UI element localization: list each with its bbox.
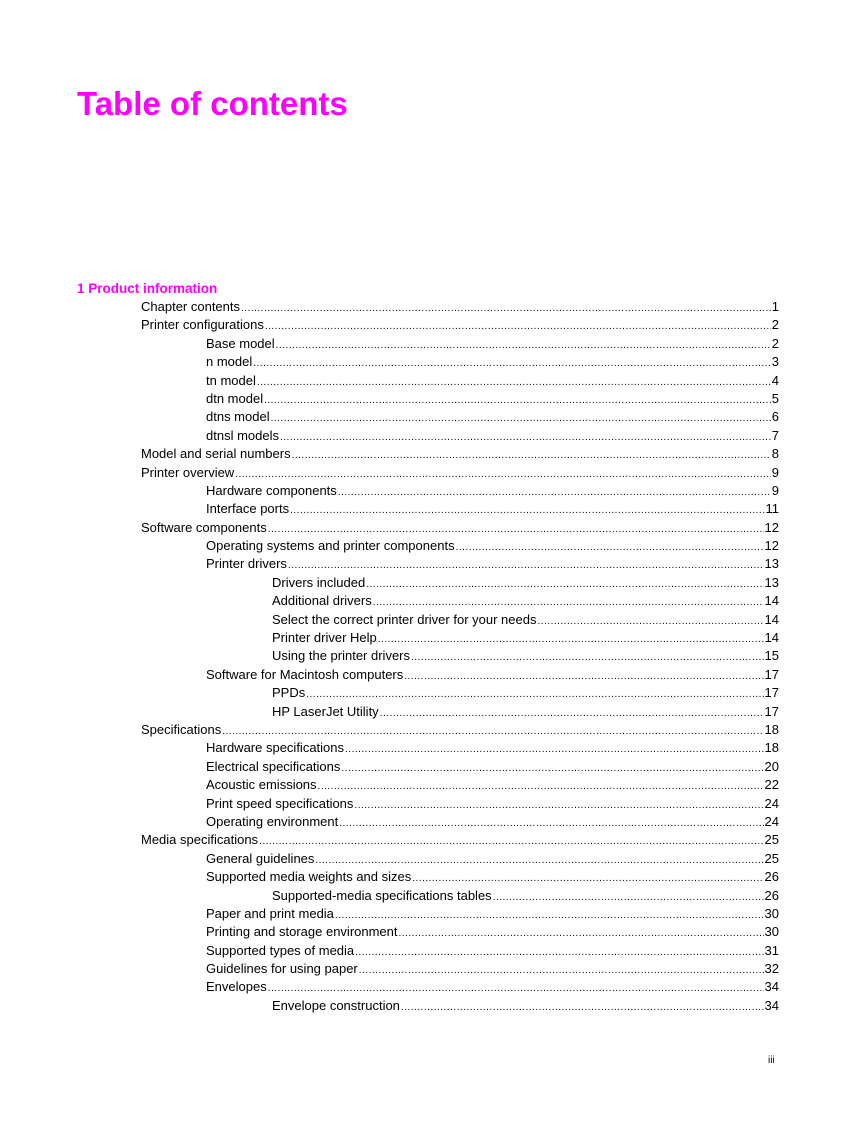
toc-entry-label: Drivers included	[272, 574, 366, 590]
toc-entry[interactable]	[272, 997, 779, 1015]
toc-entry-label: Print speed specifications	[206, 795, 354, 811]
toc-entry-page: 14	[764, 630, 779, 646]
toc-list	[0, 298, 843, 1015]
toc-entry-page: 24	[764, 795, 779, 811]
toc-entry-page: 3	[771, 354, 779, 370]
toc-entry[interactable]	[272, 684, 779, 702]
toc-entry-page: 30	[764, 924, 779, 940]
toc-entry[interactable]	[141, 445, 779, 463]
toc-entry-page: 22	[764, 777, 779, 793]
toc-entry[interactable]	[206, 500, 779, 518]
toc-entry-label: n model	[206, 354, 253, 370]
toc-entry-label: Guidelines for using paper	[206, 961, 358, 977]
toc-entry-page: 14	[764, 593, 779, 609]
toc-entry-label: tn model	[206, 372, 256, 388]
toc-entry[interactable]	[206, 739, 779, 757]
toc-entry-label: Printer drivers	[206, 556, 287, 572]
toc-entry[interactable]	[141, 831, 779, 849]
toc-entry-page: 15	[764, 648, 779, 664]
toc-entry-label: Envelopes	[206, 979, 267, 995]
toc-entry[interactable]	[272, 592, 779, 610]
toc-entry[interactable]	[206, 335, 779, 353]
toc-entry-label: Software components	[141, 519, 267, 535]
toc-entry[interactable]	[206, 408, 779, 426]
toc-entry-page: 17	[764, 703, 779, 719]
toc-entry-label: Media specifications	[141, 832, 259, 848]
toc-entry[interactable]	[141, 519, 779, 537]
chapter-heading: 1 Product information	[77, 281, 218, 296]
toc-entry-label: General guidelines	[206, 850, 315, 866]
toc-entry[interactable]	[272, 887, 779, 905]
toc-entry-page: 26	[764, 869, 779, 885]
toc-entry-page: 9	[771, 464, 779, 480]
toc-entry-page: 8	[771, 446, 779, 462]
toc-entry[interactable]	[206, 482, 779, 500]
toc-entry-page: 17	[764, 666, 779, 682]
toc-entry-page: 25	[764, 832, 779, 848]
toc-entry-label: Supported types of media	[206, 942, 355, 958]
toc-entry-label: Model and serial numbers	[141, 446, 291, 462]
toc-entry-page: 25	[764, 850, 779, 866]
page-title: Table of contents	[77, 85, 348, 122]
toc-entry-label: Printer overview	[141, 464, 235, 480]
toc-entry[interactable]	[272, 703, 779, 721]
toc-entry-label: Base model	[206, 335, 275, 351]
toc-entry[interactable]	[206, 942, 779, 960]
page-number: iii	[768, 1055, 775, 1066]
toc-entry-label: Acoustic emissions	[206, 777, 317, 793]
toc-entry-label: PPDs	[272, 685, 306, 701]
toc-entry-page: 12	[764, 538, 779, 554]
toc-entry-page: 17	[764, 685, 779, 701]
toc-entry[interactable]	[141, 464, 779, 482]
toc-entry[interactable]	[206, 850, 779, 868]
toc-entry-label: Operating environment	[206, 813, 339, 829]
toc-entry-label: Printer driver Help	[272, 630, 377, 646]
toc-entry-page: 12	[764, 519, 779, 535]
toc-entry[interactable]	[206, 427, 779, 445]
toc-entry[interactable]	[206, 923, 779, 941]
toc-entry-label: dtns model	[206, 409, 270, 425]
toc-entry-page: 1	[771, 299, 779, 314]
toc-entry-label: Supported media weights and sizes	[206, 869, 412, 885]
toc-entry-page: 9	[771, 482, 779, 498]
toc-entry-page: 30	[764, 905, 779, 921]
toc-entry-page: 13	[764, 574, 779, 590]
toc-entry-label: Interface ports	[206, 501, 290, 517]
toc-entry[interactable]	[272, 574, 779, 592]
toc-entry-page: 20	[764, 758, 779, 774]
toc-entry[interactable]	[206, 390, 779, 408]
toc-entry[interactable]	[272, 611, 779, 629]
toc-entry-label: Supported-media specifications tables	[272, 887, 492, 903]
toc-entry[interactable]	[272, 629, 779, 647]
toc-entry[interactable]	[141, 298, 779, 316]
toc-entry-label: Using the printer drivers	[272, 648, 410, 664]
toc-entry-page: 2	[771, 317, 779, 333]
toc-entry[interactable]	[206, 868, 779, 886]
toc-entry-page: 18	[764, 740, 779, 756]
toc-entry-page: 6	[771, 409, 779, 425]
toc-entry-page: 26	[764, 887, 779, 903]
toc-entry-label: Hardware specifications	[206, 740, 345, 756]
toc-entry[interactable]	[206, 905, 779, 923]
toc-entry-label: Additional drivers	[272, 593, 372, 609]
toc-entry-label: dtnsl models	[206, 427, 279, 443]
toc-entry[interactable]	[206, 960, 779, 978]
toc-entry-page: 34	[764, 979, 779, 995]
toc-entry-label: Paper and print media	[206, 905, 334, 921]
toc-entry-page: 32	[764, 961, 779, 977]
toc-entry-label: Printer configurations	[141, 317, 264, 333]
toc-entry-label: HP LaserJet Utility	[272, 703, 379, 719]
toc-entry-page: 11	[765, 501, 779, 517]
toc-entry-page: 14	[764, 611, 779, 627]
toc-entry[interactable]	[206, 537, 779, 555]
toc-entry[interactable]	[206, 666, 779, 684]
toc-entry-label: Envelope construction	[272, 997, 400, 1013]
toc-entry-label: Chapter contents	[141, 299, 241, 314]
toc-entry[interactable]	[206, 372, 779, 390]
toc-entry-page: 4	[771, 372, 779, 388]
toc-entry[interactable]	[206, 813, 779, 831]
toc-entry-label: Software for Macintosh computers	[206, 666, 404, 682]
toc-entry-page: 24	[764, 813, 779, 829]
toc-entry-label: Printing and storage environment	[206, 924, 398, 940]
toc-entry-label: Hardware components	[206, 482, 337, 498]
toc-entry-page: 5	[771, 390, 779, 406]
toc-entry-page: 31	[764, 942, 779, 958]
toc-entry-label: Select the correct printer driver for your needs	[272, 611, 537, 627]
toc-entry-label: Operating systems and printer components	[206, 538, 455, 554]
toc-entry[interactable]	[206, 555, 779, 573]
toc-entry-page: 7	[771, 427, 779, 443]
toc-entry-page: 18	[764, 721, 779, 737]
toc-entry[interactable]	[272, 647, 779, 665]
toc-entry-page: 13	[764, 556, 779, 572]
toc-entry[interactable]	[141, 721, 779, 739]
toc-entry[interactable]	[206, 978, 779, 996]
toc-entry[interactable]	[141, 316, 779, 334]
toc-entry[interactable]	[206, 776, 779, 794]
toc-entry[interactable]	[206, 353, 779, 371]
toc-entry-label: Specifications	[141, 721, 222, 737]
toc-entry-page: 34	[764, 997, 779, 1013]
dot-leader	[401, 999, 764, 1017]
toc-entry-label: Electrical specifications	[206, 758, 341, 774]
toc-entry[interactable]	[206, 795, 779, 813]
toc-entry[interactable]	[206, 758, 779, 776]
toc-entry-page: 2	[771, 335, 779, 351]
toc-entry-label: dtn model	[206, 390, 264, 406]
